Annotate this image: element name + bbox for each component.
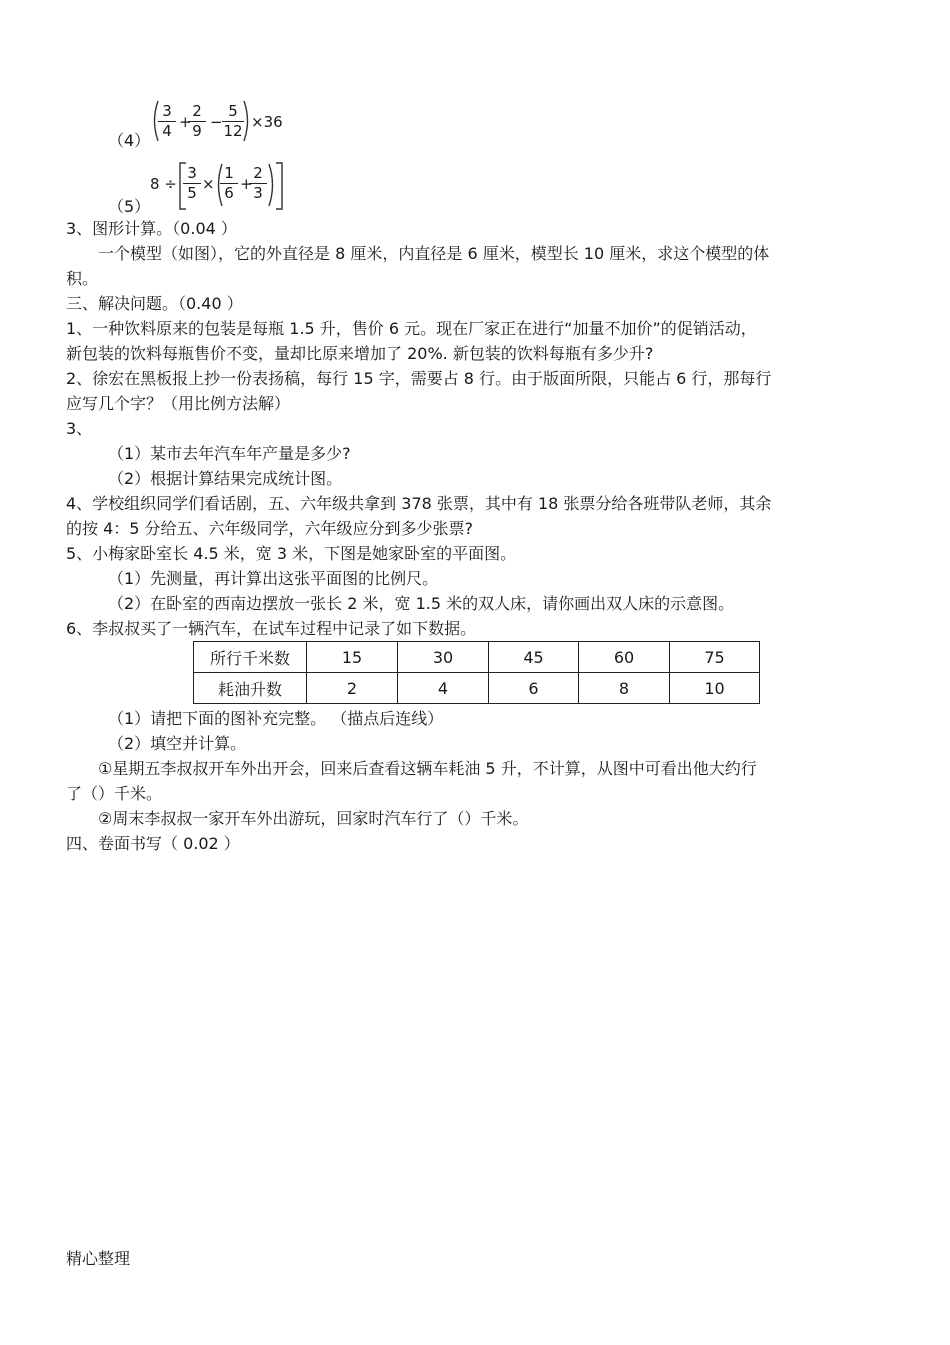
fraction-1-6: 1 6 [220, 165, 238, 202]
problem-2-cont: 应写几个字？（用比例方法解） [66, 394, 291, 413]
table-cell: 75 [670, 642, 760, 673]
problem-6-sub2: （2）填空并计算。 [108, 734, 247, 753]
table-cell: 8 [579, 673, 670, 704]
minus-operator: − [210, 113, 223, 131]
geometry-problem: 一个模型（如图），它的外直径是 8 厘米，内直径是 6 厘米，模型长 10 厘米，求这个模型的体 [98, 244, 770, 263]
geometry-problem-cont: 积。 [66, 269, 99, 288]
table-row [194, 673, 760, 704]
eight-divide: 8 ÷ [150, 175, 177, 193]
table-cell: 15 [307, 642, 398, 673]
fraction-5-12: 5 12 [223, 102, 243, 140]
problem-4-cont: 的按 4：5 分给五、六年级同学，六年级应分到多少张票? [66, 519, 474, 538]
bracket-right-icon [274, 162, 284, 210]
footer-text: 精心整理 [66, 1249, 131, 1268]
problem-6-q1: ①星期五李叔叔开车外出开会，回来后查看这辆车耗油 5 升，不计算，从图中可看出他大约行 [98, 759, 757, 778]
item-label-4: （4） [108, 131, 151, 150]
problem-5-sub1: （1）先测量，再计算出这张平面图的比例尺。 [108, 569, 439, 588]
section-geometry: 3、图形计算。（0.04 ） [66, 219, 237, 238]
fuel-data-table [193, 641, 760, 704]
problem-2: 2、徐宏在黑板报上抄一份表扬稿，每行 15 字，需要占 8 行。由于版面所限，只能占 6 行，那每行 [66, 369, 772, 388]
table-cell: 2 [307, 673, 398, 704]
problem-5: 5、小梅家卧室长 4.5 米，宽 3 米，下图是她家卧室的平面图。 [66, 544, 517, 563]
problem-6-q1-cont: 了（）千米。 [66, 784, 163, 803]
times-operator: × [202, 175, 215, 193]
table-cell: 10 [670, 673, 760, 704]
plus-operator: + [240, 175, 253, 193]
table-row [194, 642, 760, 673]
problem-6-q2: ②周末李叔叔一家开车外出游玩，回家时汽车行了（）千米。 [98, 809, 529, 828]
fraction-2-3: 2 3 [249, 165, 267, 202]
table-cell: 45 [489, 642, 579, 673]
table-cell: 4 [398, 673, 489, 704]
problem-3-sub1: （1）某市去年汽车年产量是多少? [108, 444, 351, 463]
item-label-5: （5） [108, 197, 151, 216]
problem-4: 4、学校组织同学们看话剧，五、六年级共拿到 378 张票，其中有 18 张票分给各班带队老师，其余 [66, 494, 772, 513]
problem-3-sub2: （2）根据计算结果完成统计图。 [108, 469, 343, 488]
table-cell: 6 [489, 673, 579, 704]
table-cell: 耗油升数 [194, 673, 307, 704]
section-handwriting: 四、卷面书写（ 0.02 ） [66, 834, 240, 853]
problem-1: 1、一种饮料原来的包装是每瓶 1.5 升，售价 6 元。现在厂家正在进行“加量不加价”的促销活动， [66, 319, 757, 338]
fraction-2-9: 2 9 [188, 103, 206, 140]
problem-6: 6、李叔叔买了一辆汽车，在试车过程中记录了如下数据。 [66, 619, 477, 638]
fraction-3-5: 3 5 [183, 165, 201, 202]
problem-6-sub1: （1）请把下面的图补充完整。 （描点后连线） [108, 709, 444, 728]
fraction-3-4: 3 4 [158, 103, 176, 140]
table-cell: 60 [579, 642, 670, 673]
problem-5-sub2: （2）在卧室的西南边摆放一张长 2 米，宽 1.5 米的双人床，请你画出双人床的示意图。 [108, 594, 735, 613]
table-cell: 所行千米数 [194, 642, 307, 673]
times-36: ×36 [251, 113, 283, 131]
plus-operator: + [179, 113, 192, 131]
section-problems: 三、解决问题。（0.40 ） [66, 294, 243, 313]
problem-1-cont: 新包装的饮料每瓶售价不变，量却比原来增加了 20%. 新包装的饮料每瓶有多少升? [66, 344, 654, 363]
problem-3: 3、 [66, 419, 93, 438]
table-cell: 30 [398, 642, 489, 673]
